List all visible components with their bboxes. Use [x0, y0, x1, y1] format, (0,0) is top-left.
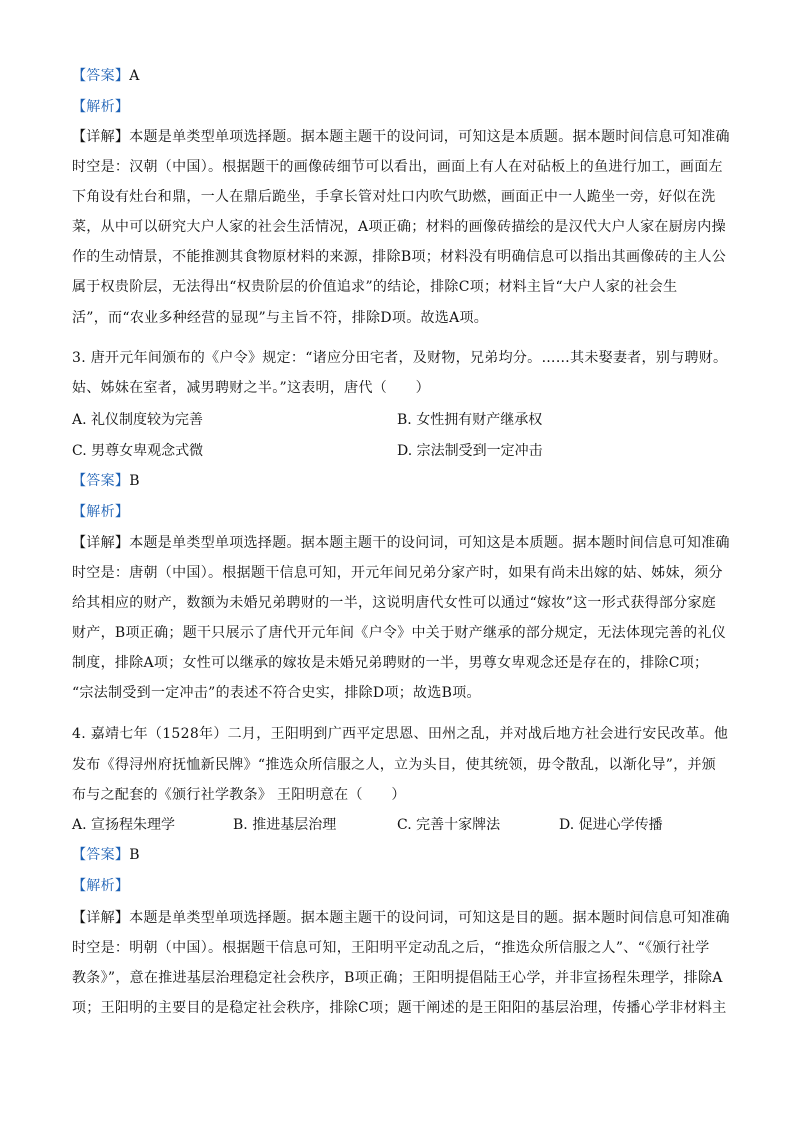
- q4-detail-line: 时空是：明朝（中国）。根据题干信息可知，王阳明平定动乱之后，“推选众所信服之人”、“《颁行社学: [72, 940, 710, 956]
- q3-option-b: B. 女性拥有财产继承权: [397, 412, 543, 428]
- q3-detail-line: “宗法制受到一定冲击”的表述不符合史实，排除D项；故选B项。: [72, 685, 481, 701]
- q2-detail-line: 菜，从中可以研究大户人家的社会生活情况，A项正确；材料的画像砖描绘的是汉代大户人家在厨房内操: [72, 219, 726, 235]
- q4-option-a: A. 宣扬程朱理学: [72, 817, 176, 833]
- q3-detail-line: 财产，B项正确；题干只展示了唐代开元年间《户令》中关于财产继承的部分规定，无法体现完善的礼仪: [72, 625, 727, 641]
- q4-analysis-label: 【解析】: [72, 878, 130, 894]
- q3-analysis-heading: [72, 502, 129, 522]
- q2-answer-label: 【答案】: [72, 68, 130, 84]
- q3-answer-value: B: [129, 473, 140, 489]
- q4-answer-label: 【答案】: [72, 847, 130, 863]
- q4-analysis-heading: [72, 876, 129, 896]
- q2-detail-line: 作的生动情景，不能推测其食物原材料的来源，排除B项；材料没有明确信息可以指出其画像砖的主人公: [72, 249, 727, 265]
- q2-answer: [72, 66, 140, 86]
- q4-option-b: B. 推进基层治理: [233, 817, 337, 833]
- q3-stem-line: 姑、姊妹在室者，减男聘财之半。”这表明，唐代（ ）: [72, 380, 430, 396]
- q3-option-a: A. 礼仪制度较为完善: [72, 412, 204, 428]
- q4-stem-line: 发布《得浔州府抚恤新民牌》“推选众所信服之人，立为头目，使其统领，毋令散乱，以渐化导”，并颁: [72, 757, 717, 773]
- q2-analysis-label: 【解析】: [72, 99, 130, 115]
- q4-detail-line: 项；王阳明的主要目的是稳定社会秩序，排除C项；题干阐述的是王阳阳的基层治理，传播心学非材料主: [72, 1000, 727, 1016]
- q4-option-d: D. 促进心学传播: [559, 817, 663, 833]
- q4-stem-line: 布与之配套的《颁行社学教条》 王阳明意在（ ）: [72, 787, 406, 803]
- q2-analysis-heading: [72, 97, 129, 117]
- q2-detail-line: 属于权贵阶层，无法得出“权贵阶层的价值追求”的结论，排除C项；材料主旨“大户人家的社会生: [72, 279, 678, 295]
- q3-answer: [72, 471, 140, 491]
- q4-detail-line: 教条》”，意在推进基层治理稳定社会秩序，B项正确；王阳明提倡陆王心学，并非宣扬程朱理学，排除A: [72, 970, 723, 986]
- q4-answer: [72, 845, 140, 865]
- q2-answer-value: A: [129, 68, 140, 84]
- q3-stem-line: 3. 唐开元年间颁布的《户令》规定：“诸应分田宅者，及财物，兄弟均分。……其未娶妻者，别与聘财。: [72, 350, 728, 366]
- q3-detail-line: 给其相应的财产，数额为未婚兄弟聘财的一半，这说明唐代女性可以通过“嫁妆”这一形式获得部分家庭: [72, 595, 717, 611]
- q4-answer-value: B: [129, 847, 140, 863]
- q3-option-c: C. 男尊女卑观念式微: [72, 443, 204, 459]
- q3-detail-line: 制度，排除A项；女性可以继承的嫁妆是未婚兄弟聘财的一半，男尊女卑观念还是存在的，排除C项；: [72, 655, 709, 671]
- q2-detail-line: 【详解】本题是单类型单项选择题。据本题主题干的设问词，可知这是本质题。据本题时间信息可知准确: [72, 129, 730, 145]
- q2-detail-line: 下角设有灶台和鼎，一人在鼎后跪坐，手拿长管对灶口内吹气助燃，画面正中一人跪坐一旁，好似在洗: [72, 189, 716, 205]
- q3-answer-label: 【答案】: [72, 473, 130, 489]
- q3-option-d: D. 宗法制受到一定冲击: [397, 443, 543, 459]
- q2-detail-line: 时空是：汉朝（中国）。根据题干的画像砖细节可以看出，画面上有人在对砧板上的鱼进行加工，画面左: [72, 159, 723, 175]
- q3-detail-line: 【详解】本题是单类型单项选择题。据本题主题干的设问词，可知这是本质题。据本题时间信息可知准确: [72, 535, 730, 551]
- q4-detail-line: 【详解】本题是单类型单项选择题。据本题主题干的设问词，可知这是目的题。据本题时间信息可知准确: [72, 910, 730, 926]
- q4-option-c: C. 完善十家牌法: [397, 817, 501, 833]
- q3-detail-line: 时空是：唐朝（中国）。根据题干信息可知，开元年间兄弟分家产时，如果有尚未出嫁的姑、姊妹，须分: [72, 565, 723, 581]
- q3-analysis-label: 【解析】: [72, 504, 130, 520]
- q4-stem-line: 4. 嘉靖七年（1528年）二月，王阳明到广西平定思恩、田州之乱，并对战后地方社会进行安民改革。他: [72, 726, 729, 742]
- q2-detail-line: 活”，而“农业多种经营的显现”与主旨不符，排除D项。故选A项。: [72, 310, 489, 326]
